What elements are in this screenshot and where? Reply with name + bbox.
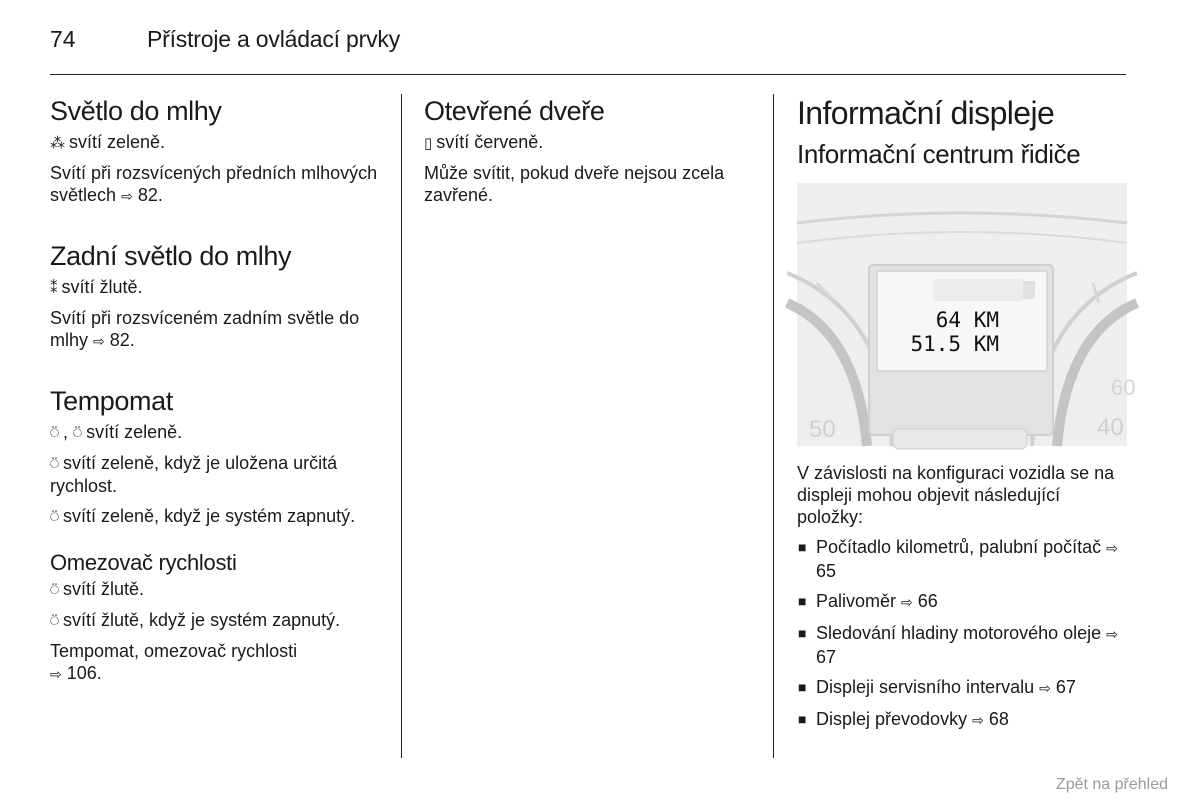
- page-ref-link[interactable]: 67: [1055, 677, 1076, 697]
- display-line-2: 51.5 KM: [910, 332, 999, 356]
- driver-info-display-image: [797, 183, 1136, 446]
- page-ref-link[interactable]: 66: [917, 591, 938, 611]
- column-right: [797, 95, 1136, 740]
- cruise-control-set-icon: ⍥: [73, 424, 83, 442]
- page-ref-link[interactable]: 106.: [66, 663, 102, 683]
- arrow-ref-icon: ⇨: [93, 334, 105, 350]
- speed-limiter-icon: ⍥: [50, 581, 60, 599]
- arrow-ref-icon: ⇨: [1039, 681, 1051, 697]
- column-divider-1: [401, 94, 402, 758]
- trip-display: [877, 271, 1047, 371]
- section-speed-limiter: Omezovač rychlosti ⍥ svítí žlutě. ⍥ svítí žlutě, když je systém zapnutý. Tempomat, omezovač rychlosti ⇨ 106.: [50, 550, 388, 686]
- speed-limiter-icon: ⍥: [50, 612, 60, 630]
- list-item: ■ Displeji servisního intervalu ⇨ 67: [798, 677, 1076, 697]
- arrow-ref-icon: ⇨: [121, 189, 133, 205]
- arrow-ref-icon: ⇨: [1106, 541, 1118, 557]
- display-items-list: [797, 536, 1127, 732]
- column-left: [50, 95, 388, 694]
- page-ref-link[interactable]: 67: [816, 647, 837, 667]
- page-ref-link[interactable]: 68: [988, 709, 1009, 729]
- bullet-icon: ■: [798, 593, 807, 609]
- bullet-icon: ■: [798, 711, 807, 727]
- rear-fog-light-icon: ⁑: [50, 279, 58, 297]
- list-item: ■ Počítadlo kilometrů, palubní počítač ⇨ 65: [798, 537, 1118, 581]
- gauge-number: 60: [1111, 375, 1136, 400]
- section-rear-fog-light: Zadní světlo do mlhy ⁑ svítí žlutě. Svítí při rozsvíceném zadním světle do mlhy ⇨ 82.: [50, 240, 388, 353]
- section-body: Může svítit, pokud dveře nejsou zcela zavřené.: [424, 163, 725, 205]
- list-item: ■ Displej převodovky ⇨ 68: [798, 709, 1009, 729]
- list-item: ■ Sledování hladiny motorového oleje ⇨ 67: [798, 623, 1118, 667]
- display-line-1: 64 KM: [935, 308, 999, 332]
- gauge-number: 50: [809, 416, 836, 443]
- cruise-control-icon: ⍥: [50, 424, 60, 442]
- front-fog-light-icon: ⁂: [50, 134, 65, 152]
- column-divider-2: [773, 94, 774, 758]
- header-divider: [50, 74, 1126, 75]
- section-title: Informační displeje: [797, 95, 1055, 131]
- arrow-ref-icon: ⇨: [1106, 627, 1118, 643]
- page-number: 74: [50, 26, 76, 52]
- arrow-ref-icon: ⇨: [50, 667, 62, 683]
- page-ref-link[interactable]: 82.: [137, 185, 163, 205]
- section-cruise-control: Tempomat ⍥ , ⍥ svítí zeleně. ⍥ svítí zeleně, když je uložena určitá rychlost. ⍥ svítí zeleně, když je systém zapnutý.: [50, 385, 388, 528]
- section-subtitle: Informační centrum řidiče: [797, 139, 1081, 169]
- list-item: ■ Palivoměr ⇨ 66: [798, 591, 938, 611]
- subsection-heading: Omezovač rychlosti: [50, 550, 237, 575]
- arrow-ref-icon: ⇨: [972, 713, 984, 729]
- bullet-icon: ■: [798, 539, 807, 555]
- back-to-overview-link[interactable]: Zpět na přehled: [1055, 776, 1168, 793]
- page-ref-link[interactable]: 65: [816, 561, 837, 581]
- bullet-icon: ■: [798, 625, 807, 641]
- section-heading: Tempomat: [50, 386, 173, 416]
- page-header: [50, 26, 1126, 56]
- gauge-number: 40: [1097, 414, 1124, 441]
- page-title: Přístroje a ovládací prvky: [147, 26, 401, 52]
- section-door-open: Otevřené dveře ▯ svítí červeně. Může svítit, pokud dveře nejsou zcela zavřené.: [424, 95, 764, 206]
- cruise-control-set-icon: ⍥: [50, 508, 60, 526]
- section-heading: Zadní světlo do mlhy: [50, 241, 292, 271]
- column-middle: [424, 95, 764, 214]
- section-fog-light: Světlo do mlhy ⁂ svítí zeleně. Svítí při rozsvícených předních mlhových světlech ⇨ 82.: [50, 95, 388, 208]
- section-heading: Otevřené dveře: [424, 96, 605, 126]
- intro-text: V závislosti na konfiguraci vozidla se na displeji mohou objevit následující položky:: [797, 463, 1115, 527]
- cruise-control-icon: ⍥: [50, 455, 60, 473]
- arrow-ref-icon: ⇨: [901, 595, 913, 611]
- door-open-icon: ▯: [424, 134, 433, 152]
- bullet-icon: ■: [798, 679, 807, 695]
- section-heading: Světlo do mlhy: [50, 96, 222, 126]
- page-ref-link[interactable]: 82.: [109, 330, 135, 350]
